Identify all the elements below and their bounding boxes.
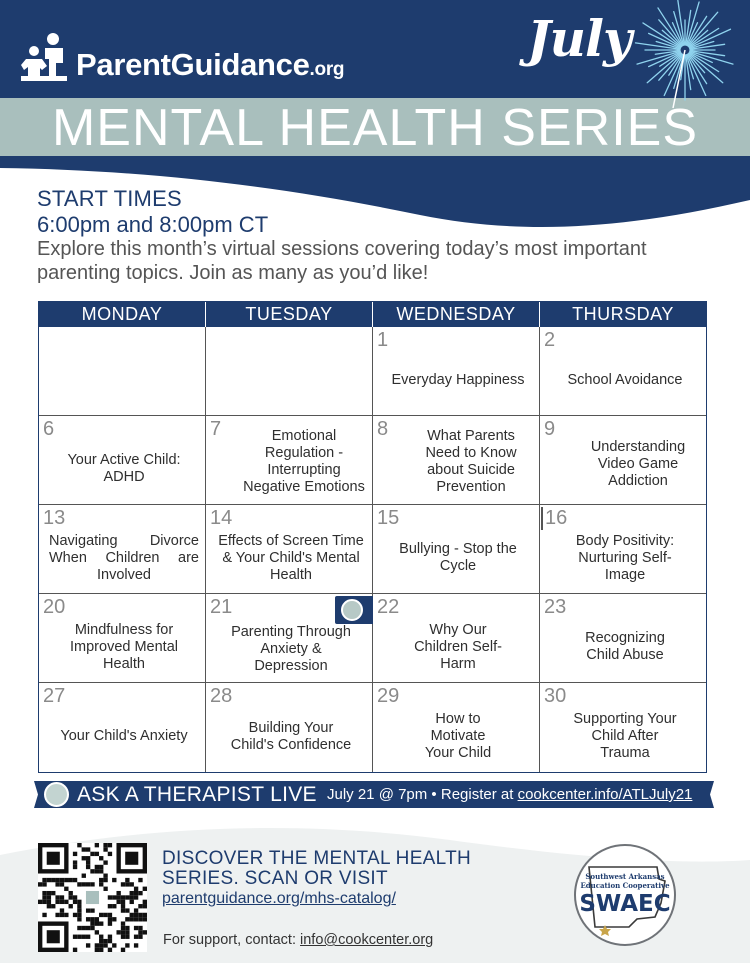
- qr-module: [103, 913, 107, 917]
- day-number: 2: [544, 329, 556, 351]
- qr-module: [90, 921, 94, 925]
- qr-module: [116, 930, 120, 934]
- qr-module: [95, 921, 99, 925]
- qr-module: [99, 878, 103, 882]
- qr-module: [134, 917, 138, 921]
- qr-module: [60, 878, 64, 882]
- qr-module: [73, 878, 77, 882]
- qr-module: [90, 869, 94, 873]
- qr-module: [86, 917, 90, 921]
- qr-module: [99, 869, 103, 873]
- qr-module: [103, 939, 107, 943]
- day-number: 9: [544, 418, 556, 440]
- qr-module: [108, 895, 112, 899]
- calendar-cell-empty: [39, 327, 206, 416]
- qr-module: [55, 913, 59, 917]
- qr-module: [69, 878, 73, 882]
- qr-module: [86, 943, 90, 947]
- qr-module: [112, 895, 116, 899]
- session-calendar: [38, 301, 707, 773]
- qr-module: [47, 900, 51, 904]
- qr-module: [121, 921, 125, 925]
- qr-module: [134, 891, 138, 895]
- qr-module: [138, 930, 142, 934]
- calendar-cell[interactable]: [206, 505, 373, 594]
- day-number: 14: [210, 507, 233, 529]
- qr-module: [112, 943, 116, 947]
- qr-module: [130, 895, 134, 899]
- qr-module: [99, 939, 103, 943]
- qr-module: [69, 904, 73, 908]
- qr-module: [108, 843, 112, 847]
- calendar-cell[interactable]: [373, 683, 540, 772]
- qr-module: [108, 921, 112, 925]
- session-topic: Your Child's Anxiety: [60, 728, 188, 744]
- qr-module: [73, 935, 77, 939]
- qr-module: [103, 847, 107, 851]
- qr-center-logo: [86, 891, 99, 904]
- calendar-cell[interactable]: [39, 505, 206, 594]
- firework-icon: [625, 0, 750, 110]
- therapist-badge-icon: [341, 599, 363, 621]
- qr-module: [82, 935, 86, 939]
- qr-module: [121, 882, 125, 886]
- qr-module: [82, 926, 86, 930]
- qr-module: [82, 847, 86, 851]
- qr-module: [95, 948, 99, 952]
- qr-module: [51, 904, 55, 908]
- firework-ray: [659, 20, 682, 46]
- qr-module: [77, 843, 81, 847]
- session-topic: Emotional Regulation - Interrupting Negative Emotions: [243, 428, 365, 495]
- therapist-badge-icon: [44, 782, 69, 807]
- qr-module: [69, 895, 73, 899]
- qr-module: [90, 882, 94, 886]
- qr-module: [77, 908, 81, 912]
- qr-module: [42, 895, 46, 899]
- qr-module: [73, 900, 77, 904]
- qr-module: [134, 908, 138, 912]
- qr-module: [125, 917, 129, 921]
- calendar-cell[interactable]: [39, 683, 206, 772]
- day-number: 7: [210, 418, 222, 440]
- session-topic: Navigating Divorce When Children are Involved: [49, 532, 199, 583]
- qr-module: [99, 856, 103, 860]
- qr-module: [143, 930, 147, 934]
- weekday-monday: MONDAY: [39, 302, 206, 327]
- session-topic: Body Positivity: Nurturing Self-Image: [575, 532, 675, 583]
- discover-line: SERIES. SCAN OR VISIT: [162, 868, 388, 889]
- partner-line2: Education Cooperative: [580, 881, 670, 890]
- qr-module: [86, 935, 90, 939]
- qr-module: [138, 891, 142, 895]
- qr-module: [95, 869, 99, 873]
- qr-module: [112, 917, 116, 921]
- calendar-cell[interactable]: [39, 594, 206, 683]
- qr-module: [86, 860, 90, 864]
- qr-module: [130, 900, 134, 904]
- qr-module: [77, 926, 81, 930]
- qr-module: [77, 882, 81, 886]
- qr-module: [103, 860, 107, 864]
- session-topic: School Avoidance: [567, 371, 683, 388]
- series-title: MENTAL HEALTH SERIES: [51, 99, 699, 157]
- qr-module: [99, 948, 103, 952]
- discover-line: DISCOVER THE MENTAL HEALTH: [162, 848, 472, 869]
- qr-module: [108, 852, 112, 856]
- qr-module: [38, 900, 42, 904]
- qr-module: [73, 852, 77, 856]
- qr-module: [90, 917, 94, 921]
- qr-module: [38, 882, 42, 886]
- qr-module: [99, 943, 103, 947]
- qr-module: [116, 891, 120, 895]
- qr-module: [86, 908, 90, 912]
- qr-module: [125, 895, 129, 899]
- day-number: 28: [210, 685, 233, 707]
- qr-module: [108, 917, 112, 921]
- qr-module: [60, 913, 64, 917]
- qr-module: [99, 882, 103, 886]
- calendar-cell[interactable]: [540, 416, 706, 505]
- day-number: 8: [377, 418, 389, 440]
- qr-module: [134, 895, 138, 899]
- qr-module: [64, 878, 68, 882]
- qr-module: [130, 891, 134, 895]
- qr-module: [73, 860, 77, 864]
- calendar-cell[interactable]: [206, 416, 373, 505]
- qr-module: [42, 891, 46, 895]
- qr-module: [95, 843, 99, 847]
- qr-module: [134, 913, 138, 917]
- qr-module: [95, 865, 99, 869]
- qr-module: [51, 878, 55, 882]
- day-number: 6: [43, 418, 55, 440]
- qr-module: [125, 930, 129, 934]
- firework-ray: [659, 54, 682, 80]
- qr-module: [47, 895, 51, 899]
- qr-module: [86, 856, 90, 860]
- qr-module: [121, 935, 125, 939]
- qr-module: [143, 887, 147, 891]
- session-topic: Effects of Screen Time & Your Child's Mental Health: [218, 532, 364, 583]
- qr-module: [130, 913, 134, 917]
- calendar-cell[interactable]: [540, 683, 706, 772]
- session-topic: Parenting Through Anxiety & Depression: [231, 623, 351, 674]
- qr-module: [42, 913, 46, 917]
- qr-module: [60, 895, 64, 899]
- qr-module: [90, 852, 94, 856]
- register-link[interactable]: cookcenter.info/ATLJuly21: [517, 786, 693, 803]
- qr-module: [143, 904, 147, 908]
- calendar-cell[interactable]: [373, 416, 540, 505]
- ask-therapist-title: ASK A THERAPIST LIVE: [77, 783, 317, 806]
- qr-module: [99, 935, 103, 939]
- qr-module: [143, 900, 147, 904]
- session-topic: Everyday Happiness: [391, 371, 525, 388]
- ask-therapist-detail: [327, 785, 692, 805]
- qr-module: [82, 882, 86, 886]
- qr-module: [125, 878, 129, 882]
- partner-acronym: SWAEC: [579, 891, 671, 917]
- qr-module: [73, 895, 77, 899]
- qr-module: [121, 908, 125, 912]
- qr-module: [108, 939, 112, 943]
- qr-module: [86, 847, 90, 851]
- qr-module: [99, 913, 103, 917]
- parentguidance-logo[interactable]: [20, 32, 344, 82]
- qr-module: [138, 917, 142, 921]
- qr-module: [47, 878, 51, 882]
- qr-module: [51, 891, 55, 895]
- calendar-cell[interactable]: [373, 594, 540, 683]
- support-contact: [163, 932, 433, 948]
- qr-module: [64, 900, 68, 904]
- qr-module: [121, 900, 125, 904]
- qr-module: [42, 900, 46, 904]
- qr-module: [47, 904, 51, 908]
- qr-code-icon[interactable]: [38, 843, 147, 952]
- calendar-cell[interactable]: [206, 594, 373, 683]
- day-number: 29: [377, 685, 400, 707]
- qr-module: [130, 917, 134, 921]
- qr-module: [90, 908, 94, 912]
- qr-module: [82, 856, 86, 860]
- qr-module: [103, 943, 107, 947]
- qr-module: [73, 913, 77, 917]
- month-title: July: [527, 9, 632, 68]
- session-topic: Bullying - Stop the Cycle: [399, 541, 517, 574]
- qr-module: [73, 948, 77, 952]
- session-topic: Recognizing Child Abuse: [585, 630, 665, 663]
- qr-module: [55, 878, 59, 882]
- qr-module: [130, 882, 134, 886]
- qr-module: [121, 904, 125, 908]
- catalog-link[interactable]: parentguidance.org/mhs-catalog/: [162, 890, 396, 907]
- qr-module: [143, 913, 147, 917]
- qr-module: [138, 926, 142, 930]
- qr-module: [121, 926, 125, 930]
- calendar-cell[interactable]: [206, 683, 373, 772]
- day-number: 1: [377, 329, 389, 351]
- qr-module: [134, 887, 138, 891]
- qr-module: [103, 874, 107, 878]
- session-topic: Your Active Child: ADHD: [67, 452, 181, 485]
- day-number: 30: [544, 685, 567, 707]
- session-topic: Understanding Video Game Addiction: [590, 438, 686, 489]
- session-topic: Supporting Your Child After Trauma: [573, 711, 677, 761]
- qr-module: [125, 882, 129, 886]
- support-label: For support, contact:: [163, 932, 301, 948]
- day-number: 27: [43, 685, 66, 707]
- qr-module: [95, 943, 99, 947]
- session-topic: How to Motivate Your Child: [424, 711, 492, 761]
- calendar-header: [39, 302, 706, 327]
- session-topic: Mindfulness for Improved Mental Health: [70, 621, 178, 672]
- calendar-cell[interactable]: [39, 416, 206, 505]
- start-times-label: START TIMES: [37, 186, 182, 211]
- qr-module: [77, 900, 81, 904]
- qr-module: [112, 878, 116, 882]
- qr-module: [77, 904, 81, 908]
- qr-module: [125, 908, 129, 912]
- calendar-grid: [39, 327, 706, 772]
- day-number: 21: [210, 596, 233, 618]
- qr-module: [108, 948, 112, 952]
- qr-module: [69, 891, 73, 895]
- qr-module: [95, 930, 99, 934]
- calendar-cell[interactable]: [540, 327, 706, 416]
- qr-module: [138, 913, 142, 917]
- qr-module: [55, 882, 59, 886]
- qr-module: [125, 926, 129, 930]
- qr-module: [108, 935, 112, 939]
- calendar-cell[interactable]: [373, 327, 540, 416]
- day-number: 22: [377, 596, 400, 618]
- qr-module: [103, 878, 107, 882]
- qr-module: [95, 852, 99, 856]
- qr-module: [116, 900, 120, 904]
- calendar-cell[interactable]: [540, 505, 706, 594]
- session-topic: Building Your Child's Confidence: [230, 719, 352, 753]
- qr-module: [103, 843, 107, 847]
- calendar-cell[interactable]: [373, 505, 540, 594]
- qr-module: [143, 917, 147, 921]
- qr-module: [55, 895, 59, 899]
- qr-finder: [125, 852, 138, 865]
- weekday-tuesday: TUESDAY: [206, 302, 373, 327]
- calendar-cell[interactable]: [540, 594, 706, 683]
- qr-module: [99, 865, 103, 869]
- day-number: 13: [43, 507, 66, 529]
- qr-module: [103, 887, 107, 891]
- qr-module: [82, 874, 86, 878]
- family-icon: [20, 32, 68, 82]
- discover-heading: [162, 849, 471, 889]
- qr-module: [134, 935, 138, 939]
- start-times-value: 6:00pm and 8:00pm CT: [37, 212, 269, 237]
- qr-module: [64, 913, 68, 917]
- weekday-wednesday: WEDNESDAY: [373, 302, 540, 327]
- qr-module: [77, 913, 81, 917]
- logo-wordmark: ParentGuidance.org: [76, 47, 345, 82]
- qr-module: [60, 882, 64, 886]
- qr-module: [134, 943, 138, 947]
- qr-module: [99, 921, 103, 925]
- qr-module: [77, 935, 81, 939]
- session-topic: Why Our Children Self-Harm: [414, 621, 502, 672]
- ask-therapist-date: July 21 @ 7pm • Register at: [327, 786, 518, 803]
- day-number: 23: [544, 596, 567, 618]
- qr-module: [90, 926, 94, 930]
- qr-module: [116, 895, 120, 899]
- qr-module: [108, 913, 112, 917]
- qr-module: [125, 943, 129, 947]
- day-number: 20: [43, 596, 66, 618]
- qr-module: [112, 904, 116, 908]
- day-number: 15: [377, 507, 400, 529]
- qr-module: [73, 865, 77, 869]
- swaec-logo: [573, 843, 677, 947]
- qr-module: [77, 917, 81, 921]
- qr-module: [138, 878, 142, 882]
- qr-module: [47, 891, 51, 895]
- qr-module: [86, 882, 90, 886]
- day-number: 16: [541, 507, 567, 530]
- qr-module: [55, 900, 59, 904]
- qr-module: [121, 895, 125, 899]
- qr-module: [138, 904, 142, 908]
- calendar-cell-empty: [206, 327, 373, 416]
- qr-module: [121, 948, 125, 952]
- qr-finder: [47, 930, 60, 943]
- qr-module: [60, 908, 64, 912]
- qr-module: [42, 878, 46, 882]
- qr-module: [64, 887, 68, 891]
- qr-module: [86, 926, 90, 930]
- support-email-link[interactable]: info@cookcenter.org: [300, 932, 434, 948]
- qr-module: [86, 865, 90, 869]
- weekday-thursday: THURSDAY: [572, 304, 674, 324]
- ask-therapist-banner: [31, 780, 717, 809]
- qr-module: [42, 882, 46, 886]
- qr-module: [134, 926, 138, 930]
- qr-module: [138, 935, 142, 939]
- qr-module: [121, 930, 125, 934]
- session-topic: What Parents Need to Know about Suicide Prevention: [425, 428, 517, 495]
- partner-line1: Southwest Arkansas: [585, 872, 665, 881]
- intro-description: Explore this month’s virtual sessions covering today’s most important parenting topics. Join as many as you’d like!: [37, 238, 647, 284]
- qr-finder: [47, 852, 60, 865]
- qr-module: [60, 900, 64, 904]
- qr-module: [95, 917, 99, 921]
- qr-module: [125, 935, 129, 939]
- qr-module: [108, 904, 112, 908]
